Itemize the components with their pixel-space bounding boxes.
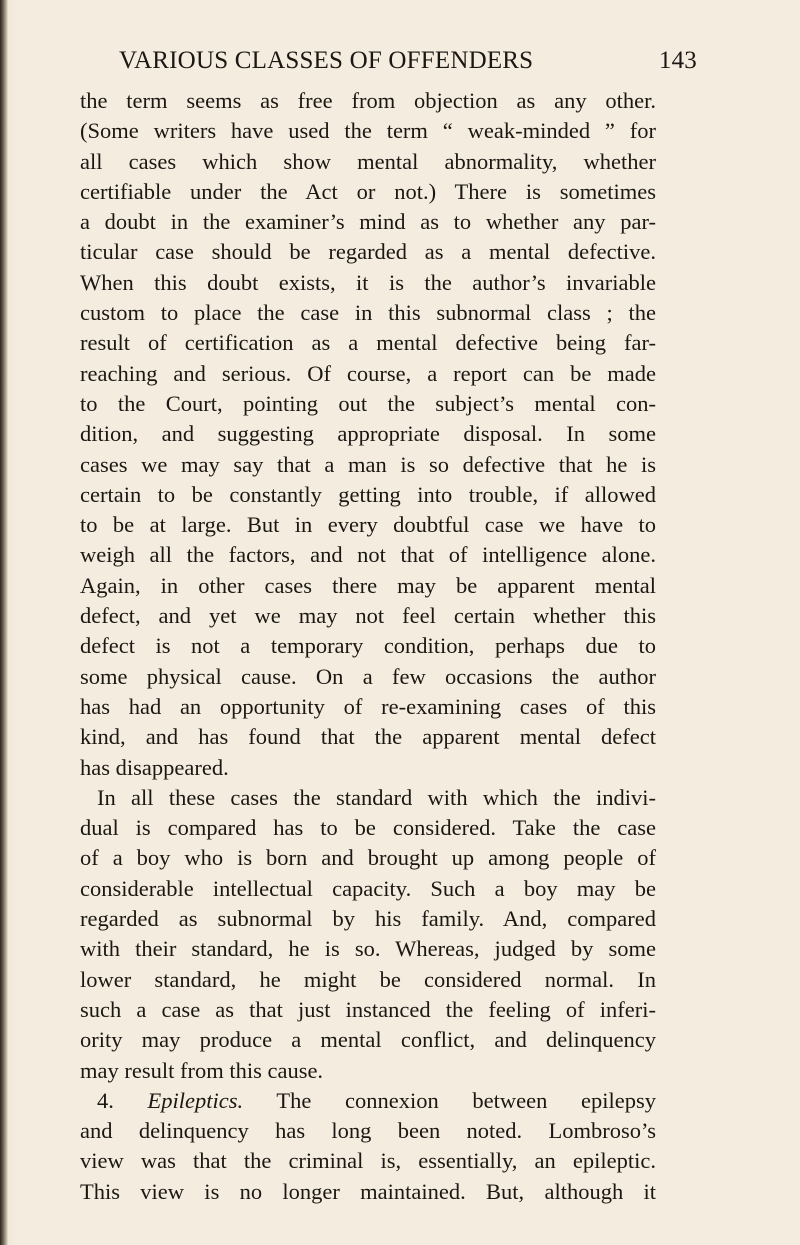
- text-line: dual is compared has to be considered. Take the case: [80, 815, 656, 841]
- text-line: defect, and yet we may not feel certain whether this: [80, 603, 656, 629]
- section-heading: Epileptics.: [147, 1087, 244, 1113]
- text-line: to be at large. But in every doubtful case we have to: [80, 512, 656, 538]
- book-spine-shadow: [0, 0, 8, 1245]
- page-number: 143: [658, 47, 697, 74]
- text-line: has had an opportunity of re-examining cases of this: [80, 693, 656, 719]
- text-line: certifiable under the Act or not.) There is sometimes: [80, 178, 656, 204]
- running-head: [119, 47, 697, 87]
- running-head-title: VARIOUS CLASSES OF OFFENDERS: [119, 47, 534, 74]
- text-line: defect is not a temporary condition, perhaps due to: [80, 633, 656, 659]
- body-text: [80, 86, 656, 1207]
- text-line: and delinquency has long been noted. Lombroso’s: [80, 1118, 656, 1144]
- section-heading-line: [80, 1086, 656, 1116]
- text-line: all cases which show mental abnormality, whether: [80, 148, 656, 174]
- text-line: weigh all the factors, and not that of intelligence alone.: [80, 542, 656, 568]
- text-line: cases we may say that a man is so defective that he is: [80, 451, 656, 477]
- text-line: ority may produce a mental conflict, and delinquency: [80, 1027, 656, 1053]
- section-first-line: The connexion between epilepsy: [276, 1087, 656, 1113]
- text-line: may result from this cause.: [80, 1057, 324, 1083]
- text-line: regarded as subnormal by his family. And, compared: [80, 906, 656, 932]
- text-line: certain to be constantly getting into trouble, if allowed: [80, 481, 656, 507]
- text-line: result of certification as a mental defective being far-: [80, 330, 656, 356]
- text-line: such a case as that just instanced the feeling of inferi-: [80, 996, 656, 1022]
- text-line: with their standard, he is so. Whereas, judged by some: [80, 936, 656, 962]
- text-line: ticular case should be regarded as a mental defective.: [80, 239, 656, 265]
- text-line: Again, in other cases there may be apparent mental: [80, 572, 656, 598]
- text-line: reaching and serious. Of course, a report can be made: [80, 360, 656, 386]
- text-line: view was that the criminal is, essentially, an epileptic.: [80, 1148, 656, 1174]
- text-line: considerable intellectual capacity. Such a boy may be: [80, 875, 656, 901]
- text-line: of a boy who is born and brought up among people of: [80, 845, 656, 871]
- text-line: In all these cases the standard with which the indivi-: [97, 784, 656, 810]
- text-line: kind, and has found that the apparent mental defect: [80, 724, 656, 750]
- text-line: lower standard, he might be considered normal. In: [80, 966, 656, 992]
- text-line: to the Court, pointing out the subject’s mental con-: [80, 390, 656, 416]
- text-line: (Some writers have used the term “ weak-minded ” for: [80, 118, 656, 144]
- text-line: This view is no longer maintained. But, although it: [80, 1178, 656, 1204]
- text-line: dition, and suggesting appropriate disposal. In some: [80, 421, 656, 447]
- text-line: the term seems as free from objection as any other.: [80, 88, 656, 113]
- text-line: a doubt in the examiner’s mind as to whether any par-: [80, 209, 656, 235]
- text-line: has disappeared.: [80, 754, 229, 780]
- text-line: When this doubt exists, it is the author’s invariable: [80, 269, 656, 295]
- section-number: 4.: [97, 1087, 114, 1113]
- text-line: some physical cause. On a few occasions the author: [80, 663, 656, 689]
- text-line: custom to place the case in this subnormal class ; the: [80, 300, 656, 326]
